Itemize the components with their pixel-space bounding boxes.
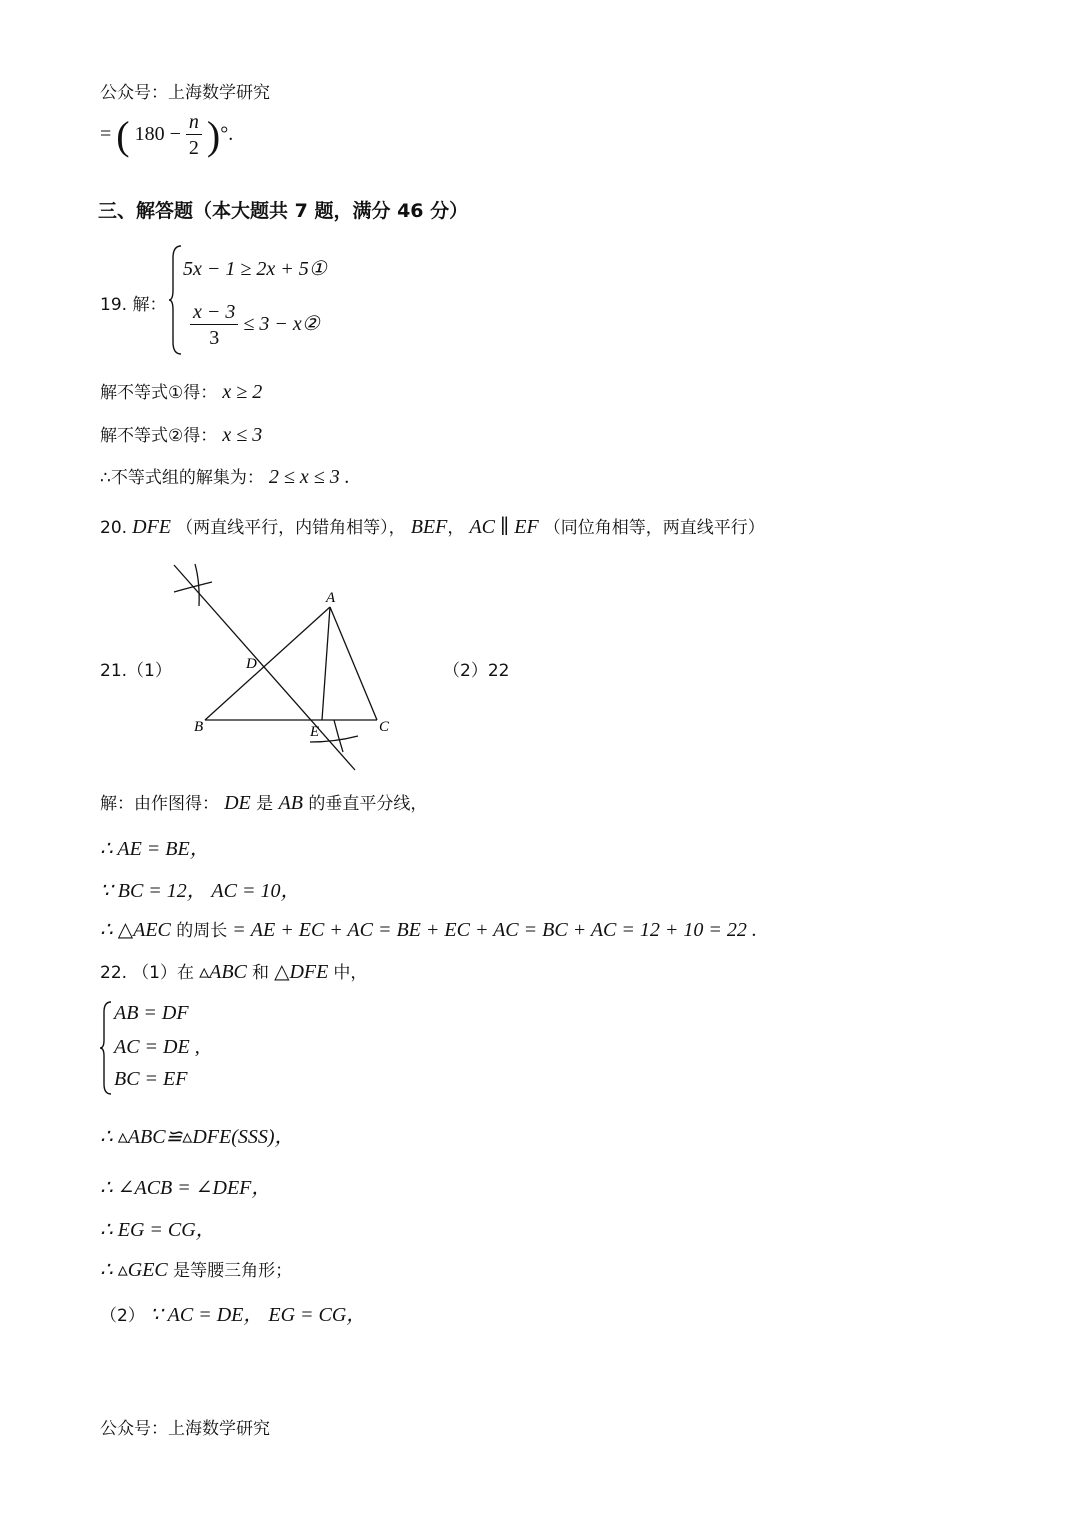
frac-num: n (186, 112, 202, 135)
prev-answer-expression (100, 112, 233, 159)
q19-ineq2-den: 3 (209, 327, 220, 349)
q21-sol-line3: ∵ BC = 12， AC = 10， (100, 880, 301, 902)
q19-line2-math: x ≤ 3 (222, 424, 263, 446)
label-e: E (310, 724, 320, 740)
label-d: D (246, 656, 257, 672)
q22-tri2: △DFE (274, 961, 329, 983)
q19-line2 (100, 421, 262, 447)
frac-den: 2 (188, 137, 199, 159)
q19-line2-text: 解不等式②得： (100, 426, 218, 446)
q21-sol-suffix: 的垂直平分线， (303, 794, 428, 814)
footer-watermark: 公众号：上海数学研究 (100, 1419, 270, 1439)
q21-sol-line2: ∴ AE = BE， (100, 838, 210, 860)
q19-label: 19. 解： (100, 295, 167, 315)
q22-intro-a: （1）在 (132, 963, 194, 983)
q21-sol-is: 是 (250, 794, 279, 814)
q19-line3-math: 2 ≤ x ≤ 3 . (268, 466, 350, 488)
q20-sep: ， (447, 518, 465, 538)
q20-label: 20. (100, 518, 128, 538)
left-paren: ( (116, 113, 130, 158)
q21-sol-ab: AB (278, 792, 304, 814)
q20-a2: BEF (410, 516, 448, 538)
q22-p2 (100, 1298, 366, 1327)
prev-answer-minus: − (169, 123, 181, 146)
q21-part2: （2）22 (443, 661, 510, 681)
q19-line1 (100, 378, 262, 404)
q21-l4-pre: ∴ △AEC (100, 919, 171, 941)
q22-intro (100, 958, 367, 984)
q19-ineq1: 5x − 1 ≥ 2x + 5① (183, 258, 327, 280)
q19-line1-text: 解不等式①得： (100, 383, 218, 403)
right-paren: ) (206, 113, 221, 158)
q21-sol-de: DE (224, 792, 251, 814)
q20-r2: （同位角相等，两直线平行） (543, 518, 765, 538)
q19-line3 (100, 463, 350, 489)
q22-c1: ∴ ▵ABC≌▵DFE(SSS)， (100, 1126, 295, 1148)
q20-a1: DFE (132, 516, 172, 538)
q19-ineq2 (190, 302, 320, 349)
q22-sys2: AC = DE , (114, 1036, 200, 1058)
q21-sol-line1 (100, 789, 427, 815)
q19-ineq2-num: x − 3 (190, 302, 238, 325)
q19-line3-text: ∴不等式组的解集为： (100, 468, 264, 488)
label-c: C (379, 719, 390, 735)
q19-ineq2-rest: ≤ 3 − x② (243, 313, 320, 336)
q21-sol-prefix: 解：由作图得： (100, 794, 219, 814)
q21-figure (160, 560, 420, 775)
q19-ineq2-fraction (190, 302, 238, 349)
q20-line (100, 513, 765, 539)
q22-and: 和 (251, 963, 269, 983)
segment-ac (330, 607, 377, 720)
q22-c4-text: 是等腰三角形； (167, 1261, 293, 1281)
q22-p2-math: ∵ AC = DE， EG = CG， (149, 1304, 367, 1326)
segment-ae (322, 607, 330, 720)
prev-answer-deg: °. (220, 123, 234, 146)
q22-label: 22. (100, 963, 128, 983)
q21-label: 21.（1） (100, 661, 172, 681)
q20-a3: AC ∥ EF (469, 516, 539, 538)
q22-brace (99, 1000, 113, 1096)
prev-answer-eq: = (100, 123, 112, 146)
q19-brace (168, 244, 184, 356)
section-title: 三、解答题（本大题共 7 题，满分 46 分） (98, 200, 469, 222)
label-a: A (326, 590, 336, 606)
label-b: B (194, 719, 204, 735)
q22-c4-math: ∴ ▵GEC (100, 1259, 168, 1281)
q22-intro-b: 中， (333, 963, 368, 983)
segment-ab (205, 607, 330, 720)
q22-tri1: ▵ABC (199, 961, 247, 983)
construction-arc-top-1 (174, 582, 212, 592)
q22-sys3: BC = EF (114, 1068, 188, 1090)
q21-sol-line4 (100, 916, 757, 942)
q22-sys1: AB = DF (114, 1002, 189, 1024)
prev-answer-fraction (186, 112, 202, 159)
q20-r1: （两直线平行，内错角相等）， (176, 518, 406, 538)
construction-arc-top-2 (195, 564, 199, 606)
q21-l4-mid: 的周长 (170, 921, 228, 941)
q22-c3: ∴ EG = CG， (100, 1219, 216, 1241)
q22-c2: ∴ ∠ACB = ∠DEF， (100, 1177, 272, 1199)
q21-l4-post: = AE + EC + AC = BE + EC + AC = BC + AC = 12 + 10 = 22 . (227, 919, 757, 941)
q22-c4 (100, 1256, 292, 1282)
prev-answer-val: 180 (134, 123, 165, 146)
header-watermark: 公众号：上海数学研究 (100, 83, 270, 103)
q19-line1-math: x ≥ 2 (222, 381, 263, 403)
q22-p2-label: （2） (100, 1306, 145, 1326)
